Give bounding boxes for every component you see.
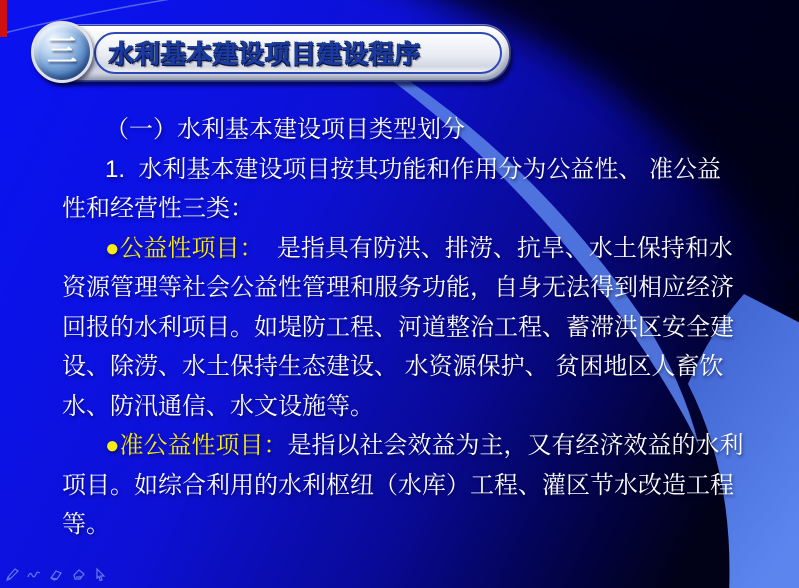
text-segment: 设、除涝、水土保持生态建设、 水资源保护、 贫困地区人畜饮 bbox=[62, 353, 724, 380]
highlighter-icon[interactable] bbox=[48, 566, 65, 583]
squiggle-icon[interactable] bbox=[26, 566, 43, 583]
annotation-toolbar bbox=[4, 566, 109, 583]
section-number: 三 bbox=[47, 35, 77, 68]
text-line bbox=[62, 110, 774, 150]
bullet-label: ●准公益性项目： bbox=[105, 432, 288, 459]
bullet-label: ●公益性项目： bbox=[105, 234, 264, 262]
text-segment: 是指具有防洪、排涝、抗旱、水土保持和水 bbox=[263, 234, 733, 262]
text-segment: 资源管理等社会公益性管理和服务功能，自身无法得到相应经济 bbox=[62, 274, 734, 301]
cursor-icon[interactable] bbox=[92, 566, 109, 583]
text-line bbox=[62, 268, 774, 308]
text-line bbox=[62, 347, 774, 387]
title-banner bbox=[33, 25, 510, 81]
text-segment: 回报的水利项目。如堤防工程、河道整治工程、蓄滞洪区安全建 bbox=[62, 313, 734, 341]
text-segment: 1. 水利基本建设项目按其功能和作用分为公益性、 准公益 bbox=[105, 155, 722, 183]
text-line bbox=[62, 189, 774, 229]
eraser-icon[interactable] bbox=[70, 566, 87, 583]
text-line bbox=[62, 229, 774, 269]
text-line bbox=[62, 308, 774, 348]
text-segment: 性和经营性三类： bbox=[62, 195, 254, 222]
body-text bbox=[62, 110, 774, 545]
corner-red-mark bbox=[0, 0, 7, 37]
text-line bbox=[62, 387, 774, 427]
slide-title: 水利基本建设项目建设程序 bbox=[109, 41, 422, 69]
text-segment: （一）水利基本建设项目类型划分 bbox=[105, 116, 465, 143]
title-banner-inner bbox=[94, 32, 502, 74]
text-line bbox=[62, 150, 774, 190]
text-segment: 等。 bbox=[62, 511, 110, 538]
text-line bbox=[62, 466, 774, 506]
pen-icon[interactable] bbox=[4, 566, 21, 583]
text-segment: 是指以社会效益为主，又有经济效益的水利 bbox=[287, 432, 744, 459]
text-segment: 水、防汛通信、水文设施等。 bbox=[62, 392, 374, 420]
section-number-badge bbox=[31, 21, 93, 83]
text-line bbox=[62, 426, 774, 466]
text-segment: 项目。如综合利用的水利枢纽（水库）工程、灌区节水改造工程 bbox=[62, 471, 734, 499]
text-line bbox=[62, 505, 774, 545]
